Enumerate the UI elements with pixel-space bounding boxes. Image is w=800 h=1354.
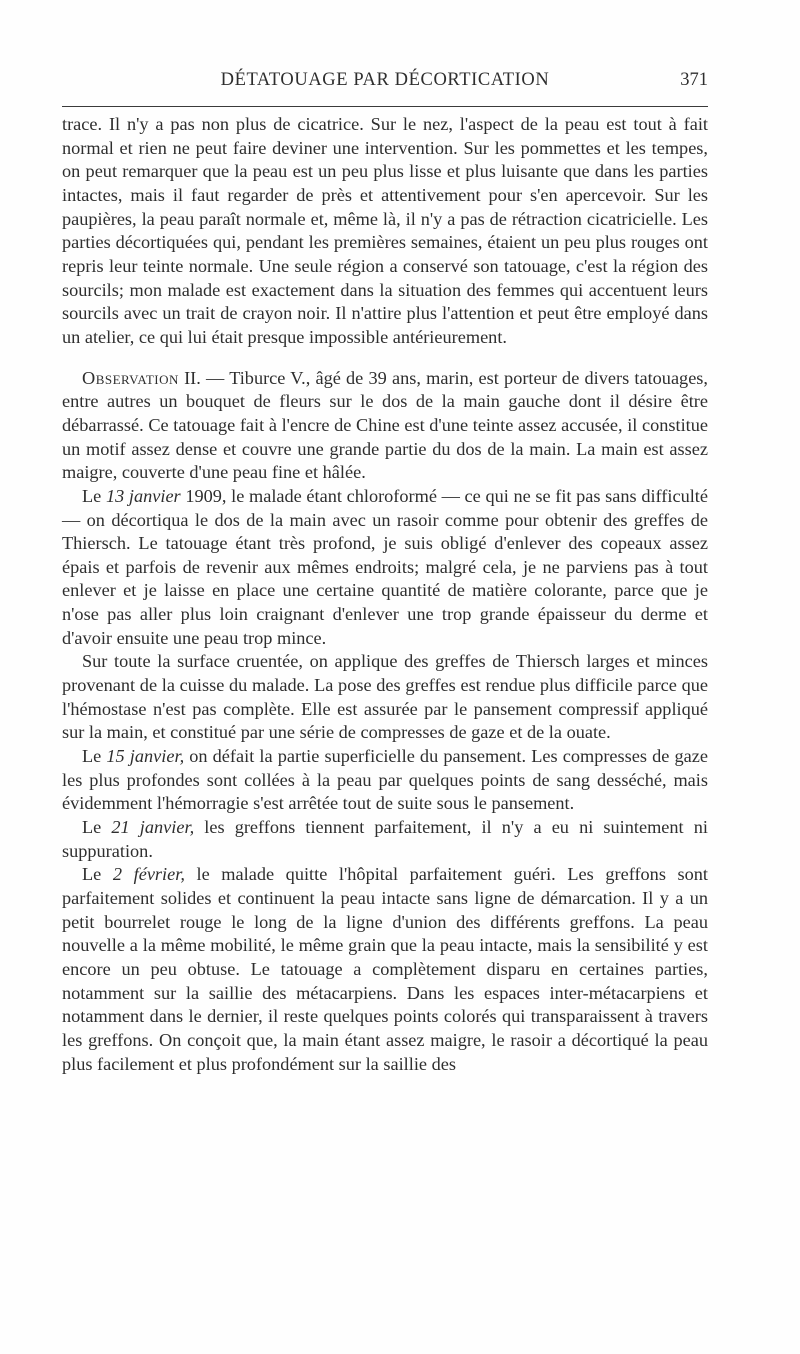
paragraph-text: on défait la partie superficielle du pansement. Les compresses de gaze les plus profondes sont collées à la peau par quelques points de sang desséché, mais évidemment l'hémorragie s'est arrêtée tout de suite sous le pansement. [62,746,708,814]
paragraph-greffes: Sur toute la surface cruentée, on applique des greffes de Thiersch larges et minces provenant de la cuisse du malade. La pose des greffes est rendue plus difficile parce que l'hémostase n'est pas complète. Elle est assurée par le pansement compressif appliqué sur la main, et constitué par une série de compresses de gaze et de la ouate. [62,651,708,743]
date-15-janvier: 15 janvier, [106,746,185,767]
paragraph-text: le malade quitte l'hôpital parfaitement guéri. Les greffons sont parfaitement solides et continuent la peau intacte sans ligne de démarcation. Il y a un petit bourrelet rouge le long de la ligne d'union des différents greffons. La peau nouvelle a la même mobilité, le même grain que la peau intacte, mais la sensibilité y est encore un peu obtuse. Le tatouage a complètement disparu en certaines parties, notamment sur la saillie des métacarpiens. Dans les espaces inter-métacarpiens et notamment dans le dernier, il reste quelques points colorés qui transparaissent à travers les greffons. On conçoit que, la main étant assez maigre, le rasoir a décortiqué la peau plus facilement et plus profondément sur la saillie des [62,864,709,1074]
paragraph-prefix: Le [82,485,106,506]
observation-text: II. — Tiburce V., âgé de 39 ans, marin, est porteur de divers tatouages, entre autres un bouquet de fleurs sur le dos de la main gauche dont il désire être débarrassé. Ce tatouage fait à l'encre de Chine est d'une teinte assez accusée, il constitue un motif assez dense et couvre une grande partie du dos de la main. La main est assez maigre, couverte d'une peau fine et hâlée. [62,367,708,483]
page-header [62,68,708,100]
date-13-janvier: 13 janvier [105,485,181,506]
header-rule [62,106,708,107]
paragraph-observation [62,367,708,485]
date-2-fevrier: 2 février, [112,864,185,885]
running-title: DÉTATOUAGE PAR DÉCORTICATION [220,70,550,90]
date-21-janvier: 21 janvier, [111,817,195,838]
paragraph-text: les greffons tiennent parfaitement, il n'y a eu ni suintement ni suppuration. [62,817,708,861]
paragraph-15-janvier [62,745,708,816]
paragraph-text: 1909, le malade étant chloroformé — ce qui ne se fit pas sans difficulté — on décortiqua le dos de la main avec un rasoir comme pour obtenir des greffes de Thiersch. Le tatouage étant très profond, je suis obligé d'enlever des copeaux assez épais et parfois de revenir aux mêmes endroits; malgré cela, je ne parviens pas à tout enlever et je laisse en place une certaine quantité de matière colorante, parce que je n'ose pas aller plus loin craignant d'enlever une trop grande épaisseur du derme et d'avoir ensuite une peau trop mince. [62,485,708,648]
body-text [62,113,708,1076]
paragraph-2-fevrier [62,863,708,1076]
paragraph-21-janvier [62,816,708,863]
paragraph-prefix: Le [82,864,113,885]
paragraph-prefix: Le [82,817,112,838]
paragraph-13-janvier [62,485,708,651]
paragraph-prefix: Le [82,746,107,767]
observation-label: Observation [82,367,179,388]
page-number: 371 [680,70,708,90]
paragraph-continued: trace. Il n'y a pas non plus de cicatrice. Sur le nez, l'aspect de la peau est tout à fait normal et rien ne peut faire deviner une intervention. Sur les pommettes et les tempes, on peut remarquer que la peau est un peu plus lisse et plus luisante que dans les parties intactes, mais il faut regarder de près et attentivement pour s'en apercevoir. Sur les paupières, la peau paraît normale et, même là, il n'y a pas de rétraction cicatricielle. Les parties décortiquées qui, pendant les premières semaines, étaient un peu plus rouges ont repris leur teinte normale. Une seule région a conservé son tatouage, c'est la région des sourcils; mon malade est exactement dans la situation des femmes qui accentuent leurs sourcils avec un trait de crayon noir. Il n'attire plus l'attention et peut être employé dans un atelier, ce qui lui était presque impossible antérieurement. [62,114,708,347]
